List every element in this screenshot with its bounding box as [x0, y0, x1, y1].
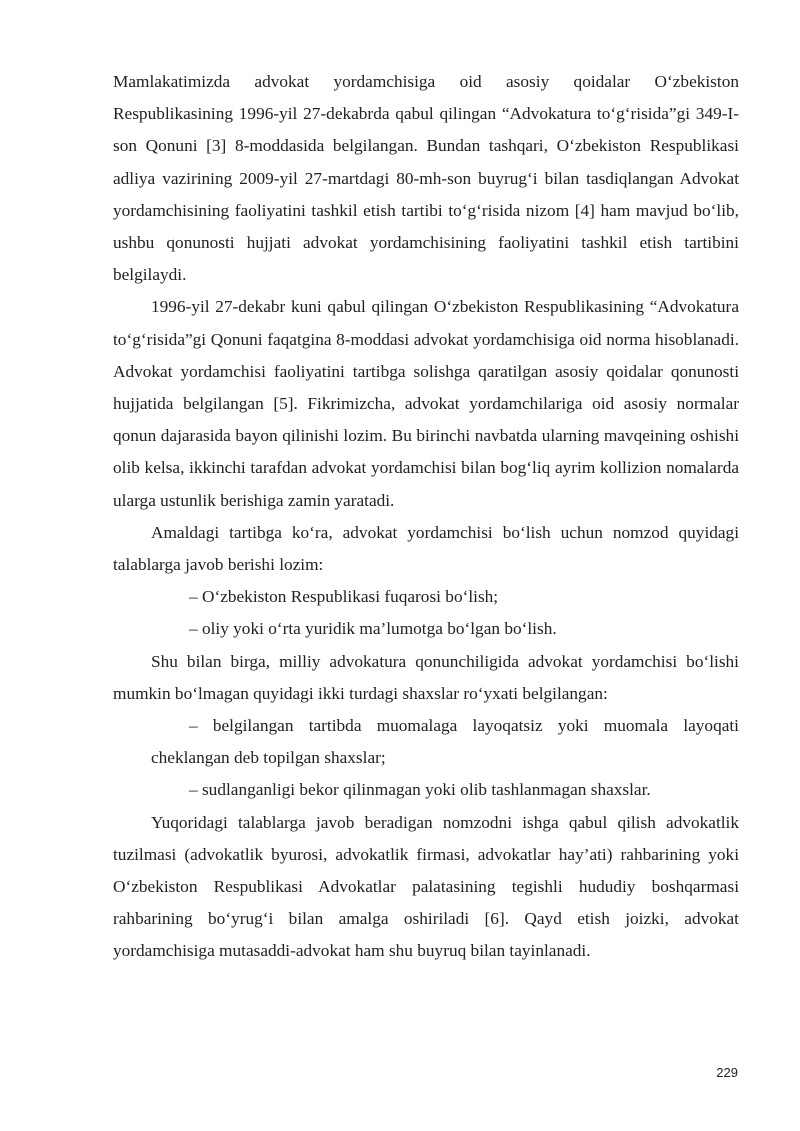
- list-item-incapacity: – belgilangan tartibda muomalaga layoqatsiz yoki muomala layoqati cheklangan deb topilgan shaxslar;: [151, 716, 739, 768]
- list-item-conviction: – sudlanganligi bekor qilinmagan yoki olib tashlanmagan shaxslar.: [189, 780, 651, 800]
- list-item-citizenship: – O‘zbekiston Respublikasi fuqarosi bo‘lish;: [189, 587, 499, 607]
- paragraph-3: Amaldagi tartibga ko‘ra, advokat yordamchisi bo‘lish uchun nomzod quyidagi talablarga javob berishi lozim:: [113, 522, 739, 575]
- paragraph-1: Mamlakatimizda advokat yordamchisiga oid asosiy qoidalar O‘zbekiston Respublikasining 1996-yil 27-dekabrda qabul qilingan “Advokatura to‘g‘risida”gi 349-I-son Qonuni [3] 8-moddasida belgilangan. Bundan tashqari, O‘zbekiston Respublikasi adliya vazirining 2009-yil 27-martdagi 80-mh-son buyrug‘i bilan tasdiqlangan Advokat yordamchisining faoliyatini tashkil etish tartibi to‘g‘risida nizom [4] ham mavjud bo‘lib, ushbu qonunosti hujjati advokat yordamchisining faoliyatini tashkil etish tartibini belgilaydi.: [113, 72, 739, 285]
- paragraph-5: Yuqoridagi talablarga javob beradigan nomzodni ishga qabul qilish advokatlik tuzilmasi (advokatlik byurosi, advokatlik firmasi, advokatlar hay’ati) rahbarining yoki O‘zbekiston Respublikasi Advokatlar palatasining tegishli hududiy boshqarmasi rahbarining bo‘yrug‘i bilan amalga oshiriladi [6]. Qayd etish joizki, advokat yordamchisiga mutasaddi-advokat ham shu buyruq bilan tayinlanadi.: [113, 812, 739, 961]
- list-item-education: – oliy yoki o‘rta yuridik ma’lumotga bo‘lgan bo‘lish.: [189, 619, 557, 639]
- document-body: [113, 66, 739, 968]
- paragraph-2: 1996-yil 27-dekabr kuni qabul qilingan O‘zbekiston Respublikasining “Advokatura to‘g‘risida”gi Qonuni faqatgina 8-moddasi advokat yordamchisiga oid norma hisoblanadi. Advokat yordamchisi faoliyatini tartibga solishga qaratilgan asosiy qoidalar qonunosti hujjatida belgilangan [5]. Fikrimizcha, advokat yordamchilariga oid asosiy normalar qonun dajarasida bayon qilinishi lozim. Bu birinchi navbatda ularning mavqeining oshishi olib kelsa, ikkinchi tarafdan advokat yordamchisi bilan bog‘liq ayrim kollizion nomalarda ularga ustunlik berishiga zamin yaratadi.: [113, 297, 739, 510]
- page-number: 229: [716, 1065, 738, 1080]
- paragraph-4: Shu bilan birga, milliy advokatura qonunchiligida advokat yordamchisi bo‘lishi mumkin bo‘lmagan quyidagi ikki turdagi shaxslar ro‘yxati belgilangan:: [113, 651, 739, 703]
